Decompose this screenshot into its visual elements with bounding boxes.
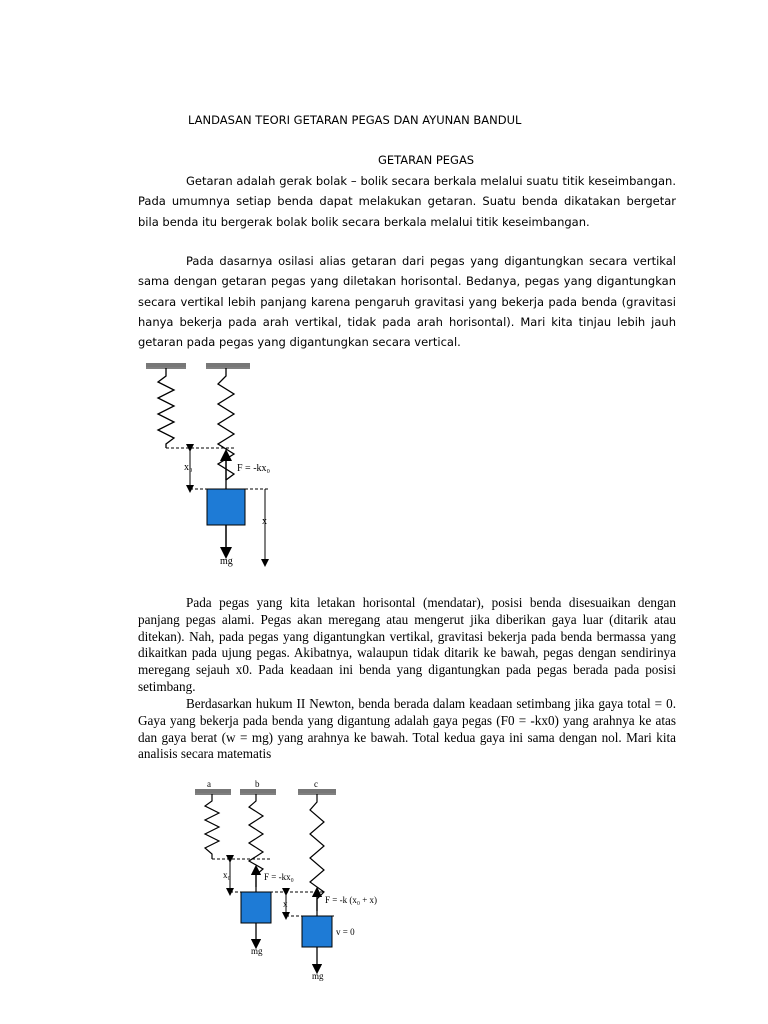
x0-label-fig2: x₀ [223, 870, 231, 880]
mass-b [241, 892, 271, 923]
weight-c-label: mg [312, 971, 324, 981]
ceiling-support-a [195, 789, 231, 794]
ceiling-support-b [240, 789, 276, 794]
paragraph-definition: Getaran adalah gerak bolak – bolik secara berkala melalui suatu titik keseimbangan. Pada umumnya setiap benda dapat melakukan getaran. Suatu benda dikatakan bergetar bila benda itu bergerak bolak bolik secara berkala melalui titik keseimbangan. [138, 174, 676, 229]
spring-force-b-label: F = -kx₀ [264, 872, 294, 882]
spring-diagram-1 [140, 358, 290, 573]
section-heading: GETARAN PEGAS [378, 153, 475, 167]
spring-diagram-2 [190, 779, 380, 984]
label-b: b [255, 779, 260, 789]
paragraph-vertical-spring: Pada dasarnya osilasi alias getaran dari pegas yang digantungkan secara vertikal sama dengan getaran pegas yang diletakan horisontal. Bedanya, pegas yang digantungkan secara vertikal lebih panjang karena pengaruh gravitasi yang bekerja pada benda (gravitasi hanya bekerja pada arah vertikal, tidak pada arah horisontal). Mari kita tinjau lebih jauh getaran pada pegas yang digantungkan secara vertical. [138, 254, 676, 350]
mass-c [302, 916, 332, 947]
displacement-x-label: x [262, 516, 267, 527]
ceiling-support-right [206, 363, 250, 368]
label-a: a [207, 779, 211, 789]
x0-label: x₀ [184, 462, 193, 473]
weight-label: mg [220, 556, 233, 567]
document-title: LANDASAN TEORI GETARAN PEGAS DAN AYUNAN BANDUL [188, 113, 522, 127]
paragraph-horizontal-spring: Pada pegas yang kita letakan horisontal (mendatar), posisi benda disesuaikan dengan panjang pegas alami. Pegas akan meregang atau mengerut jika diberikan gaya luar (ditarik atau ditekan). Nah, pada pegas yang digantungkan vertikal, gravitasi bekerja pada benda bermassa yang dikaitkan pada ujung pegas. Akibatnya, walaupun tidak ditarik ke bawah, pegas dengan sendirinya meregang sejauh x0. Pada keadaan ini benda yang digantungkan pada pegas berada pada posisi setimbang. [138, 595, 676, 694]
hanging-mass [207, 489, 245, 525]
ceiling-support-c [298, 789, 336, 794]
spring-force-c-label: F = -k (x₀ + x) [325, 895, 378, 905]
spring-a [205, 794, 219, 859]
displacement-x-label-fig2: x [283, 899, 288, 909]
paragraph-newton-law: Berdasarkan hukum II Newton, benda berada dalam keadaan setimbang jika gaya total = 0. Gaya yang bekerja pada benda yang digantung adalah gaya pegas (F0 = -kx0) yang arahnya ke atas dan gaya berat (w = mg) yang arahnya ke bawah. Total kedua gaya ini sama dengan nol. Mari kita analisis secara matematis [138, 696, 676, 762]
velocity-label: v = 0 [336, 927, 355, 937]
spring-force-label: F = -kx₀ [237, 463, 271, 474]
label-c: c [314, 779, 318, 789]
ceiling-support-left [146, 363, 186, 368]
spring-unstretched [158, 368, 174, 448]
weight-b-label: mg [251, 946, 263, 956]
